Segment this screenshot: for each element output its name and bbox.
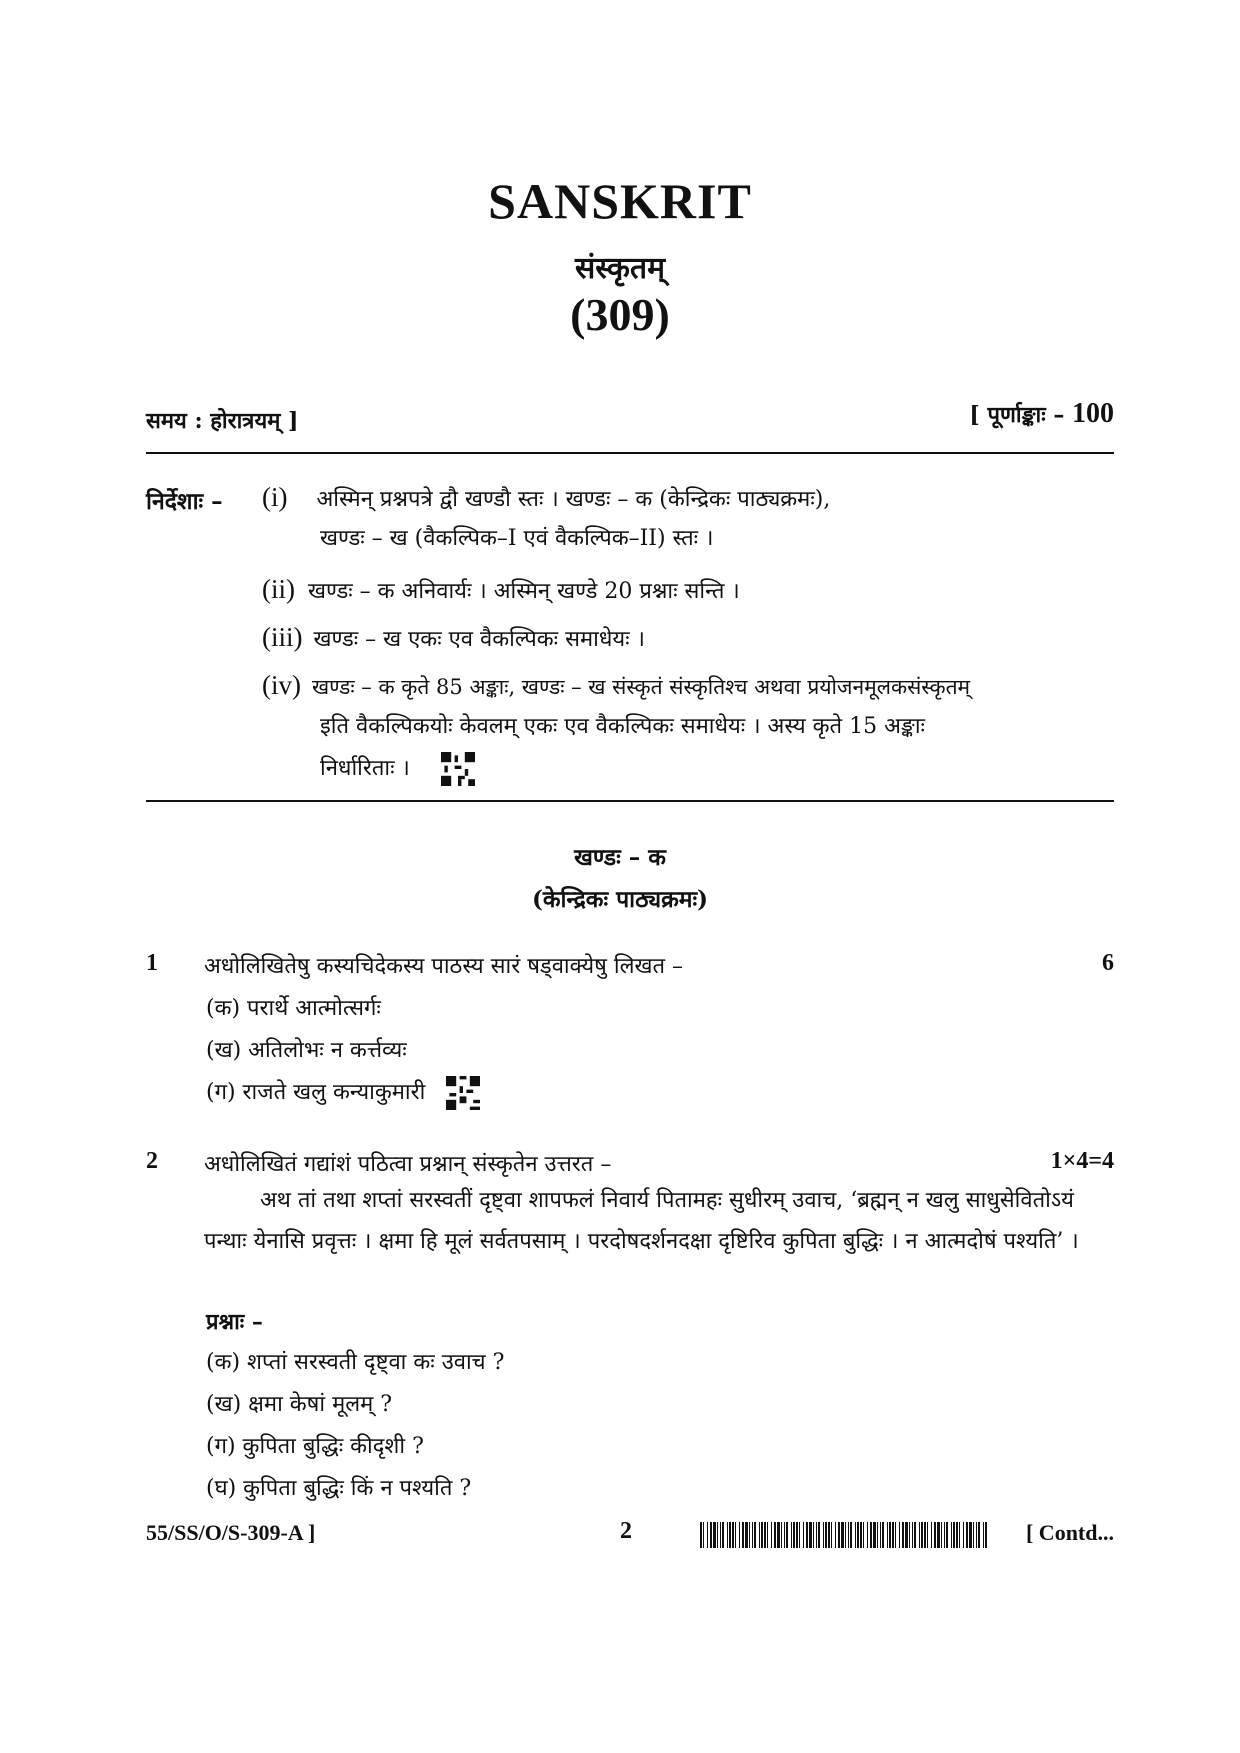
instructions-label: निर्देशाः – [146,488,223,515]
question-1-option-ka: (क) परार्थे आत्मोत्सर्गः [206,996,381,1021]
max-marks [969,398,1114,430]
divider-top [146,452,1114,454]
question-2-passage: अथ तां तथा शप्तां सरस्वतीं दृष्ट्वा शापफलं निवार्य पितामहः सुधीरम् उवाच, ‘ब्रह्मन् न खलु साधुसेवितोऽयं पन्थाः येनासि प्रवृत्तः । क्षमा हि मूलं सर्वतपसाम् । परदोषदर्शनदक्षा दृष्टिरिव कुपिता बुद्धिः । न आत्मदोषं पश्यति’ । [204,1188,1079,1254]
question-1-text: अधोलिखितेषु कस्यचिदेकस्य पाठस्य सारं षड्वाक्येषु लिखत – [204,954,684,979]
option-text: (ग) राजते खलु कन्याकुमारी [206,1080,426,1105]
instruction-num: (i) [262,482,288,512]
continued-label: [ Contd... [1025,1520,1114,1545]
page-number: 2 [620,1518,632,1544]
instruction-text: खण्डः – ख एकः एव वैकल्पिकः समाधेयः । [313,627,645,652]
question-1-number: 1 [146,950,158,976]
question-2-option-ga: (ग) कुपिता बुद्धिः कीदृशी ? [206,1434,424,1459]
instruction-text: खण्डः – क कृते 85 अङ्काः, खण्डः – ख संस्कृतं संस्कृतिश्च अथवा प्रयोजनमूलकसंस्कृतम् [311,675,971,699]
question-2-option-ka: (क) शप्तां सरस्वती दृष्ट्वा कः उवाच ? [206,1350,505,1375]
max-marks-label: [ पूर्णाङ्काः – [969,402,1065,428]
page-subtitle: संस्कृतम् [574,251,666,286]
instruction-4 [262,666,970,707]
instruction-num: (iv) [262,670,301,700]
question-1-option-kha: (ख) अतिलोभः न कर्त्तव्यः [206,1038,407,1063]
qr-code-icon [446,1076,480,1110]
instruction-text: खण्डः – क अनिवार्यः । अस्मिन् खण्डे 20 प्रश्नाः सन्ति । [308,579,740,604]
max-marks-value: 100 [1072,398,1114,429]
barcode-icon [700,1522,990,1548]
question-1-marks: 6 [1102,950,1114,976]
question-2-number: 2 [146,1148,158,1174]
instruction-num: (iii) [262,622,303,652]
instruction-1 [262,478,830,519]
question-1-option-ga [206,1076,480,1110]
instruction-1-line-2: खण्डः – ख (वैकल्पिक–I एवं वैकल्पिक–II) स्तः । [320,526,714,551]
paper-code: 55/SS/O/S-309-A ] [146,1520,316,1545]
time-allowed: समय : होरात्रयम् ] [146,408,299,434]
page-title: SANSKRIT [488,173,752,229]
qr-code-icon [441,752,475,786]
question-2-marks: 1×4=4 [1050,1148,1114,1174]
subject-code: (309) [570,289,670,340]
instruction-2 [262,570,740,611]
instruction-text: अस्मिन् प्रश्नपत्रे द्वौ खण्डौ स्तः । खण्डः – क (केन्द्रिकः पाठ्यक्रमः), [316,487,831,512]
instruction-text: निर्धारिताः । [320,756,410,781]
divider-bottom [146,800,1114,802]
question-2-option-gha: (घ) कुपिता बुद्धिः किं न पश्यति ? [206,1476,472,1501]
section-title: खण्डः – क [574,844,666,871]
section-subtitle: (केन्द्रिकः पाठ्यक्रमः) [531,886,709,913]
instruction-3 [262,618,645,659]
question-2-text: अधोलिखितं गद्यांशं पठित्वा प्रश्नान् संस्कृतेन उत्तरत – [204,1152,612,1177]
instruction-4-line-2: इति वैकल्पिकयोः केवलम् एकः एव वैकल्पिकः समाधेयः । अस्य कृते 15 अङ्काः [320,714,925,739]
questions-label: प्रश्नाः – [206,1309,263,1335]
question-2-option-kha: (ख) क्षमा केषां मूलम् ? [206,1392,393,1417]
instruction-num: (ii) [262,574,295,604]
instruction-4-line-3 [320,750,475,788]
